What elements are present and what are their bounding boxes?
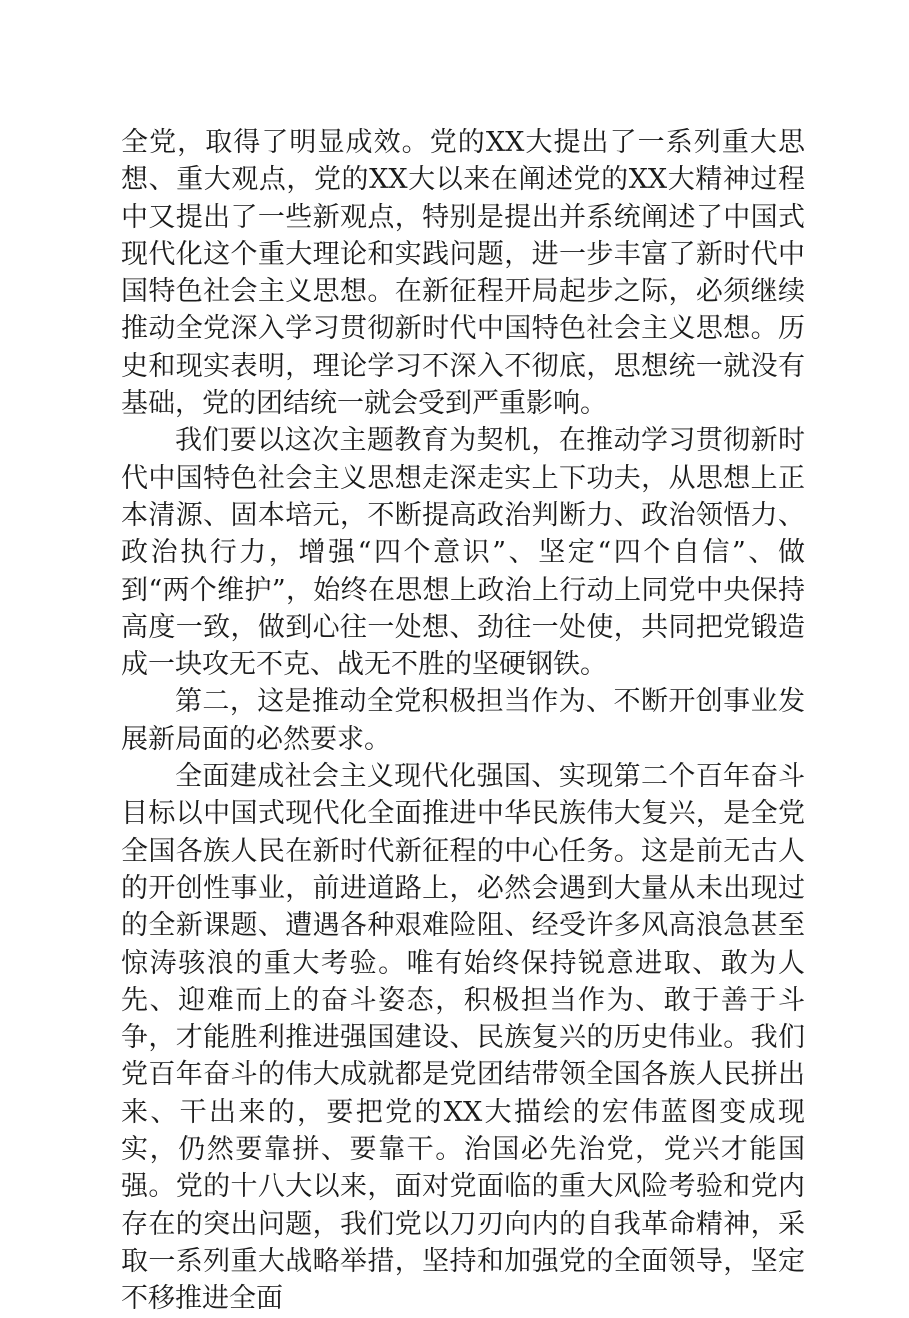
document-body <box>121 124 805 1318</box>
paragraph: 我们要以这次主题教育为契机，在推动学习贯彻新时代中国特色社会主义思想走深走实上下功夫，从思想上正本清源、固本培元，不断提高政治判断力、政治领悟力、政治执行力，增强“四个意识”、坚定“四个自信”、做到“两个维护”，始终在思想上政治上行动上同党中央保持高度一致，做到心往一处想、劲往一处使，共同把党锻造成一块攻无不克、战无不胜的坚硬钢铁。 <box>121 425 805 681</box>
section-heading-paragraph: 第二，这是推动全党积极担当作为、不断开创事业发展新局面的必然要求。 <box>121 686 805 755</box>
paragraph-continuation: 全党，取得了明显成效。党的XX大提出了一系列重大思想、重大观点，党的XX大以来在阐述党的XX大精神过程中又提出了一些新观点，特别是提出并系统阐述了中国式现代化这个重大理论和实践问题，进一步丰富了新时代中国特色社会主义思想。在新征程开局起步之际，必须继续推动全党深入学习贯彻新时代中国特色社会主义思想。历史和现实表明，理论学习不深入不彻底，思想统一就没有基础，党的团结统一就会受到严重影响。 <box>121 127 805 420</box>
paragraph: 全面建成社会主义现代化强国、实现第二个百年奋斗目标以中国式现代化全面推进中华民族伟大复兴，是全党全国各族人民在新时代新征程的中心任务。这是前无古人的开创性事业，前进道路上，必然会遇到大量从未出现过的全新课题、遭遇各种艰难险阻、经受许多风高浪急甚至惊涛骇浪的重大考验。唯有始终保持锐意进取、敢为人先、迎难而上的奋斗姿态，积极担当作为、敢于善于斗争，才能胜利推进强国建设、民族复兴的历史伟业。我们党百年奋斗的伟大成就都是党团结带领全国各族人民拼出来、干出来的，要把党的XX大描绘的宏伟蓝图变成现实，仍然要靠拼、要靠干。治国必先治党，党兴才能国强。党的十八大以来，面对党面临的重大风险考验和党内存在的突出问题，我们党以刀刃向内的自我革命精神，采取一系列重大战略举措，坚持和加强党的全面领导，坚定不移推进全面 <box>121 761 805 1315</box>
